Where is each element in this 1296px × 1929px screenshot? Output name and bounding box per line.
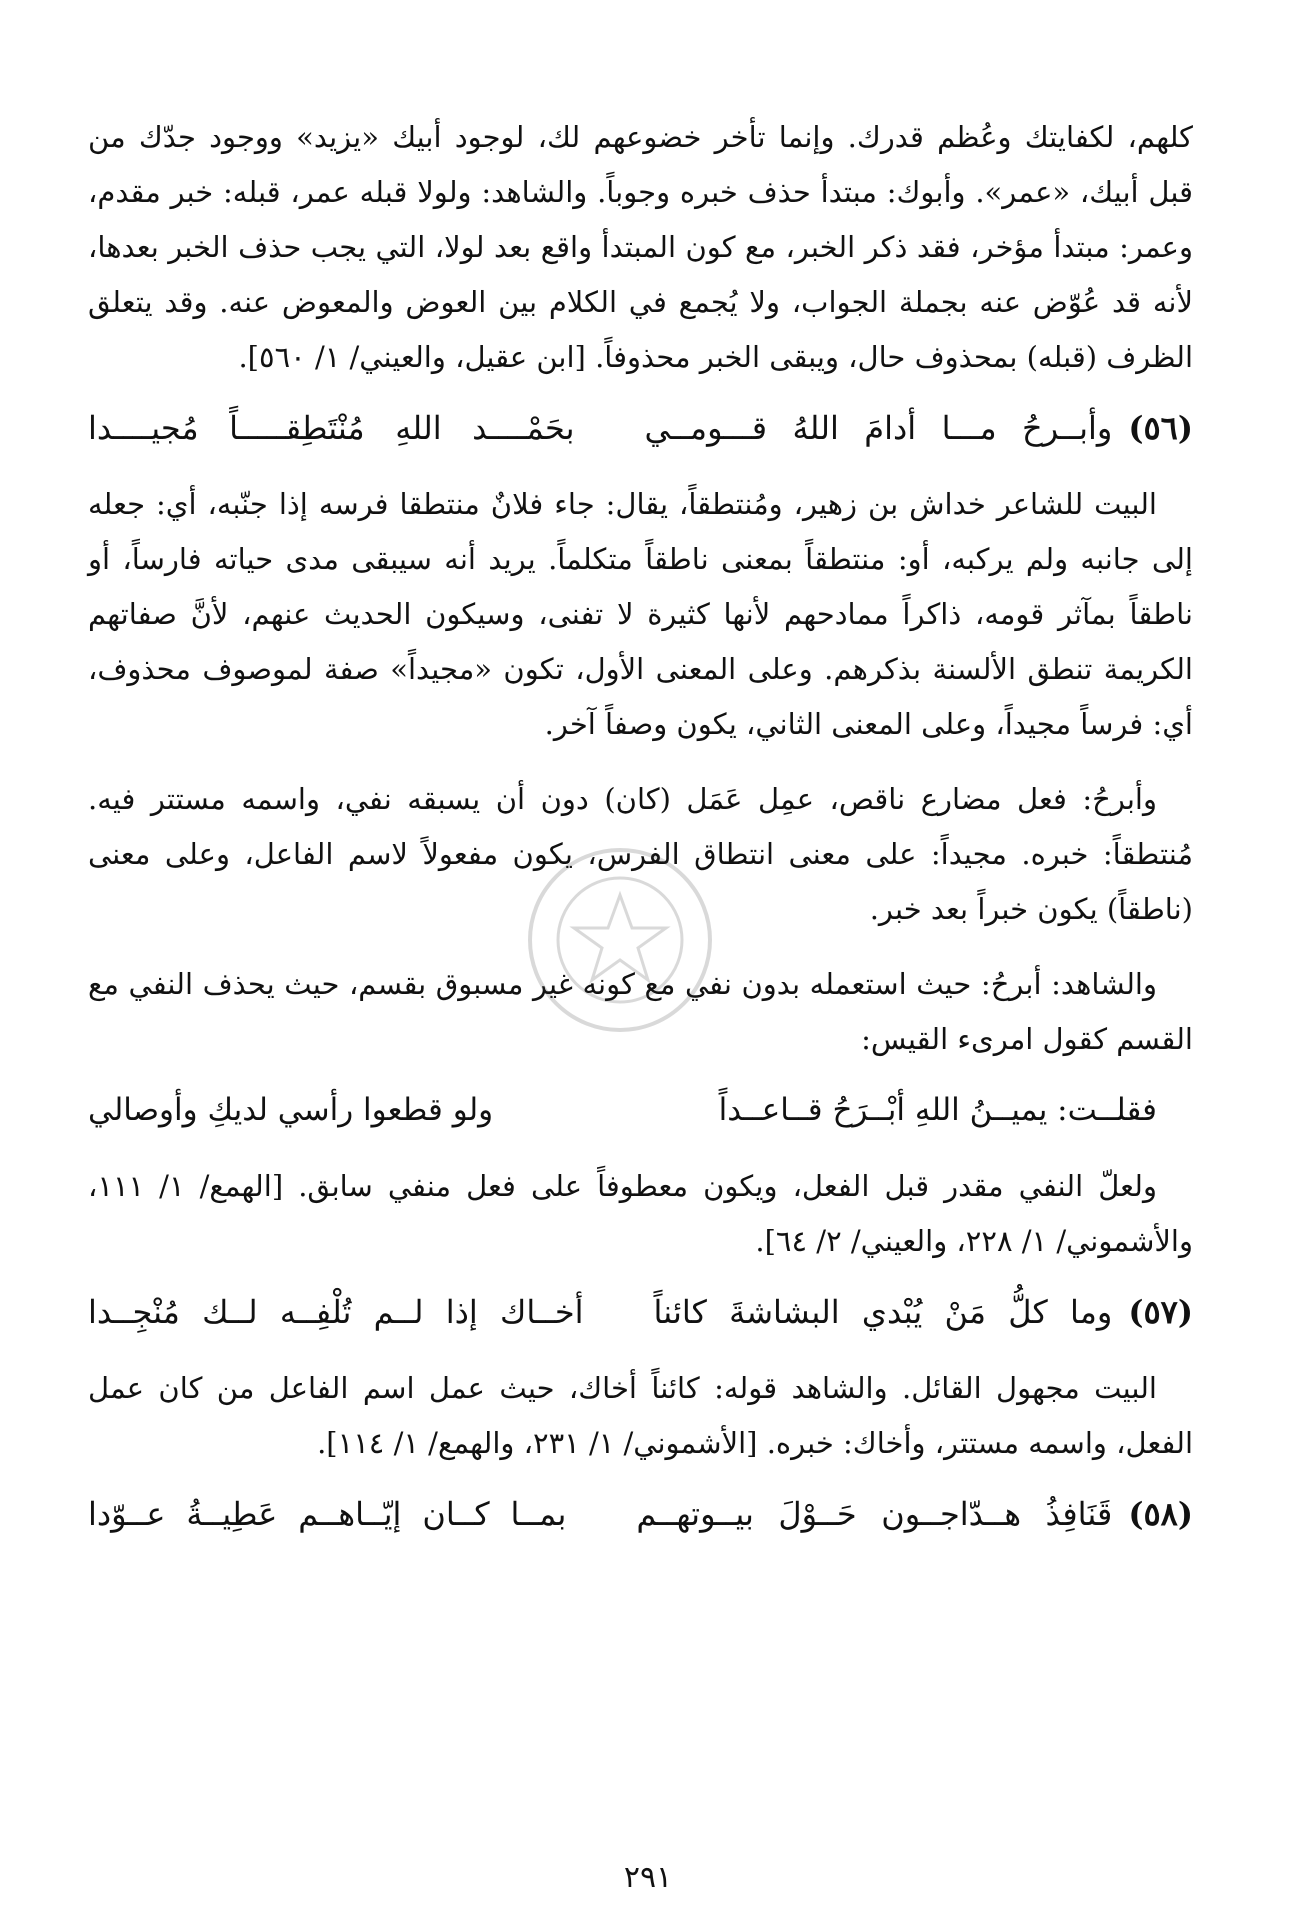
quoted-verse (88, 1081, 1193, 1139)
verse-57 (88, 1283, 1193, 1341)
commentary-paragraph-56a: البيت للشاعر خداش بن زهير، ومُنتطقاً، يقال: جاء فلانٌ منتطقا فرسه إذا جنّبه، أي: جعله إلى جانبه ولم يركبه، أو: منتطقاً بمعنى ناطقاً متكلماً. يريد أنه سيبقى مدى حياته فارساً، أو ناطقاً بمآثر قومه، ذاكراً ممادحهم لأنها كثيرة لا تفنى، وسيكون الحديث عنهم، لأنَّ صفاتهم الكريمة تنطق الألسنة بذكرهم. وعلى المعنى الأول، تكون «مجيداً» صفة لموصوف محذوف، أي: فرساً مجيداً، وعلى المعنى الثاني، يكون وصفاً آخر. (88, 487, 1193, 741)
verse-second-hemistich: بمــا كــان إيّــاهــم عَطِيــةُ عــوّدا (87, 1495, 567, 1533)
commentary-paragraph-56b: وأبرحُ: فعل مضارع ناقص، عمِل عَمَل (كان) دون أن يسبقه نفي، واسمه مستتر فيه. مُنتطقاً: خبره. مجيداً: على معنى انتطاق الفرس، يكون مفعولاً لاسم الفاعل، وعلى معنى (ناطقاً) يكون خبراً بعد خبر. (88, 782, 1193, 926)
library-seal-icon (520, 840, 720, 1040)
verse-first-hemistich: وأبــرحُ مـــا أدامَ اللهُ قـــومــي (644, 409, 1113, 447)
page-number: ٢٩١ (623, 1860, 673, 1895)
verse-number: (٥٦) (1128, 409, 1193, 447)
quoted-first-hemistich: فقلــت: يميــنُ اللهِ أبْــرَحُ قــاعــداً (718, 1092, 1157, 1128)
verse-56 (88, 399, 1193, 457)
quoted-second-hemistich: ولو قطعوا رأسي لديكِ وأوصالي (88, 1092, 494, 1128)
verse-second-hemistich: أخــاك إذا لــم تُلْفِــه لــك مُنْجِــدا (88, 1293, 584, 1331)
verse-first-hemistich: قَنَافِذُ هــدّاجــون حَــوْلَ بيــوتهــم (636, 1495, 1113, 1533)
verse-58 (88, 1485, 1193, 1543)
commentary-paragraph-56c: والشاهد: أبرحُ: حيث استعمله بدون نفي مع كونه غير مسبوق بقسم، حيث يحذف النفي مع القسم كقول امرىء القيس: (88, 967, 1193, 1056)
commentary-paragraph-56d: ولعلّ النفي مقدر قبل الفعل، ويكون معطوفاً على فعل منفي سابق. [الهمع/ ١/ ١١١، والأشموني/ ١/ ٢٢٨، والعيني/ ٢/ ٦٤]. (88, 1169, 1193, 1258)
commentary-paragraph-55: كلهم، لكفايتك وعُظم قدرك. وإنما تأخر خضوعهم لك، لوجود أبيك «يزيد» ووجود جدّك من قبل أبيك، «عمر». وأبوك: مبتدأ حذف خبره وجوباً. والشاهد: ولولا قبله عمر، قبله: خبر مقدم، وعمر: مبتدأ مؤخر، فقد ذكر الخبر، مع كون المبتدأ واقع بعد لولا، التي يجب حذف الخبر بعدها، لأنه قد عُوّض عنه بجملة الجواب، ولا يُجمع في الكلام بين العوض والمعوض عنه. وقد يتعلق الظرف (قبله) بمحذوف حال، ويبقى الخبر محذوفاً. [ابن عقيل، والعيني/ ١/ ٥٦٠]. (88, 120, 1193, 374)
verse-second-hemistich: بحَمْــــد اللهِ مُنْتَطِقـــــاً مُجيــــدا (88, 409, 575, 447)
verse-first-hemistich: وما كلُّ مَنْ يُبْدي البشاشةَ كائناً (653, 1293, 1113, 1331)
verse-number: (٥٨) (1128, 1495, 1193, 1533)
commentary-paragraph-57: البيت مجهول القائل. والشاهد قوله: كائناً أخاك، حيث عمل اسم الفاعل من كان عمل الفعل، واسمه مستتر، وأخاك: خبره. [الأشموني/ ١/ ٢٣١، والهمع/ ١/ ١١٤]. (88, 1371, 1193, 1460)
verse-number: (٥٧) (1128, 1293, 1193, 1331)
